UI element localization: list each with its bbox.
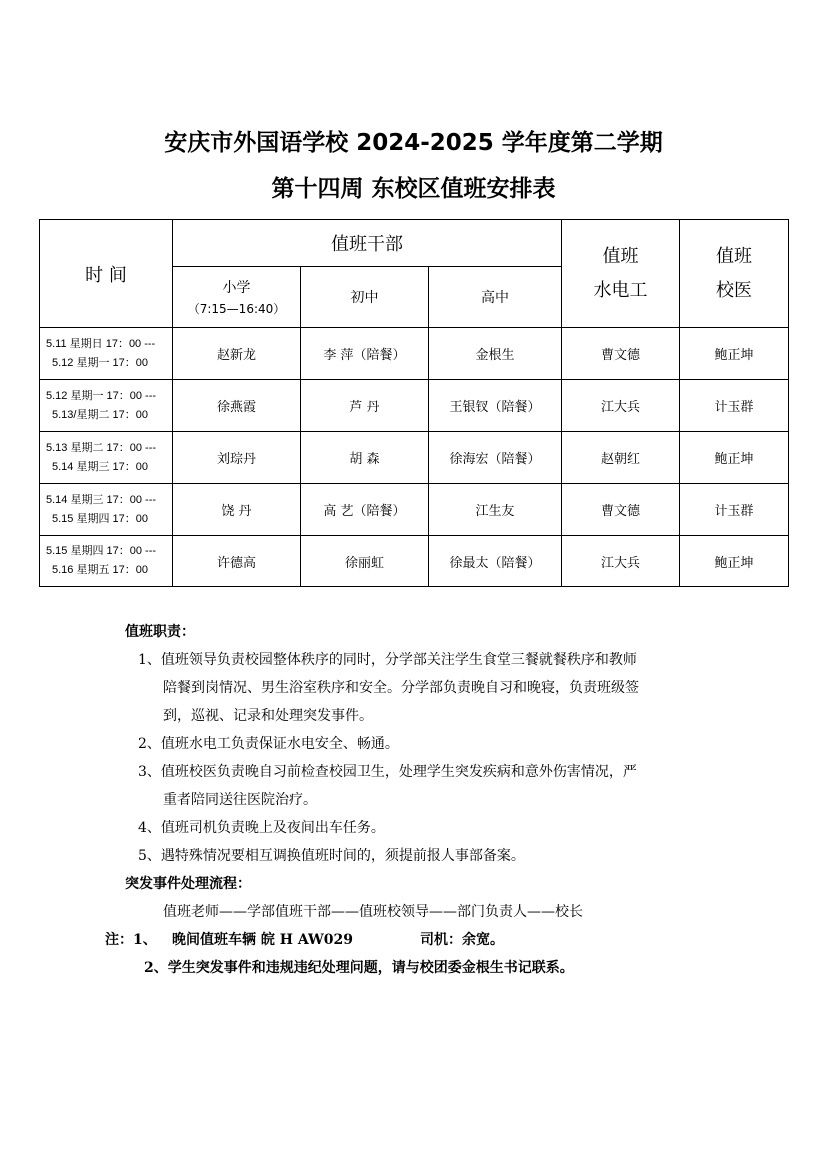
table-row — [40, 484, 789, 536]
primary-cadre-cell: 赵新龙 — [173, 328, 301, 380]
senior-cadre-cell: 江生友 — [429, 484, 562, 536]
header-doctor: 值班 校医 — [680, 220, 789, 328]
junior-cadre-cell: 胡 森 — [301, 432, 429, 484]
junior-cadre-cell: 高 艺（陪餐） — [301, 484, 429, 536]
electrician-cell: 曹文德 — [562, 328, 680, 380]
junior-cadre-cell: 芦 丹 — [301, 380, 429, 432]
electrician-cell: 江大兵 — [562, 380, 680, 432]
electrician-cell: 江大兵 — [562, 536, 680, 587]
header-primary: 小学 （7:15—16:40） — [173, 267, 301, 328]
duty-item-1-cont2: 到，巡视、记录和处理突发事件。 — [163, 708, 373, 724]
note-1-vehicle: 晚间值班车辆 皖 H AW029 — [172, 932, 353, 948]
senior-cadre-cell: 王银钗（陪餐） — [429, 380, 562, 432]
header-electrician: 值班 水电工 — [562, 220, 680, 328]
duty-item-5: 5、遇特殊情况要相互调换值班时间的，须提前报人事部备案。 — [138, 848, 525, 864]
header-junior: 初中 — [301, 267, 429, 328]
duty-schedule-table — [39, 219, 789, 587]
table-row — [40, 380, 789, 432]
senior-cadre-cell: 徐最太（陪餐） — [429, 536, 562, 587]
table-row — [40, 432, 789, 484]
header-time: 时 间 — [40, 220, 173, 328]
electrician-cell: 曹文德 — [562, 484, 680, 536]
note-2: 2、学生突发事件和违规违纪处理问题，请与校团委金根生书记联系。 — [144, 960, 574, 976]
note-1-driver: 司机：余宽。 — [420, 932, 504, 948]
header-duty-cadre: 值班干部 — [173, 220, 562, 267]
doctor-cell: 鲍正坤 — [680, 328, 789, 380]
primary-cadre-cell: 饶 丹 — [173, 484, 301, 536]
primary-cadre-cell: 许德高 — [173, 536, 301, 587]
table-row — [40, 536, 789, 587]
note-1-label: 注：1、 — [105, 932, 157, 948]
emergency-flow: 值班老师——学部值班干部——值班校领导——部门负责人——校长 — [163, 904, 583, 920]
primary-cadre-cell: 徐燕霞 — [173, 380, 301, 432]
doctor-cell: 计玉群 — [680, 484, 789, 536]
junior-cadre-cell: 李 萍（陪餐） — [301, 328, 429, 380]
emergency-heading: 突发事件处理流程： — [125, 876, 251, 892]
senior-cadre-cell: 徐海宏（陪餐） — [429, 432, 562, 484]
duty-item-1: 1、值班领导负责校园整体秩序的同时，分学部关注学生食堂三餐就餐秩序和教师 — [138, 652, 637, 668]
time-cell: 5.15 星期四 17：00 --- 5.16 星期五 17：00 — [40, 536, 173, 587]
document-title: 安庆市外国语学校 2024-2025 学年度第二学期 — [164, 130, 663, 156]
time-cell: 5.11 星期日 17：00 --- 5.12 星期一 17：00 — [40, 328, 173, 380]
duty-item-1-cont: 陪餐到岗情况、男生浴室秩序和安全。分学部负责晚自习和晚寝，负责班级签 — [163, 680, 639, 696]
table-row — [40, 328, 789, 380]
time-cell: 5.12 星期一 17：00 --- 5.13/星期二 17：00 — [40, 380, 173, 432]
primary-cadre-cell: 刘琮丹 — [173, 432, 301, 484]
duty-item-4: 4、值班司机负责晚上及夜间出车任务。 — [138, 820, 385, 836]
doctor-cell: 鲍正坤 — [680, 432, 789, 484]
duties-heading: 值班职责： — [125, 624, 195, 640]
junior-cadre-cell: 徐丽虹 — [301, 536, 429, 587]
duty-item-3: 3、值班校医负责晚自习前检查校园卫生，处理学生突发疾病和意外伤害情况，严 — [138, 764, 637, 780]
senior-cadre-cell: 金根生 — [429, 328, 562, 380]
electrician-cell: 赵朝红 — [562, 432, 680, 484]
duty-item-3-cont: 重者陪同送往医院治疗。 — [163, 792, 317, 808]
time-cell: 5.13 星期二 17：00 --- 5.14 星期三 17：00 — [40, 432, 173, 484]
header-senior: 高中 — [429, 267, 562, 328]
doctor-cell: 鲍正坤 — [680, 536, 789, 587]
document-subtitle: 第十四周 东校区值班安排表 — [271, 176, 556, 202]
time-cell: 5.14 星期三 17：00 --- 5.15 星期四 17：00 — [40, 484, 173, 536]
duty-item-2: 2、值班水电工负责保证水电安全、畅通。 — [138, 736, 399, 752]
doctor-cell: 计玉群 — [680, 380, 789, 432]
